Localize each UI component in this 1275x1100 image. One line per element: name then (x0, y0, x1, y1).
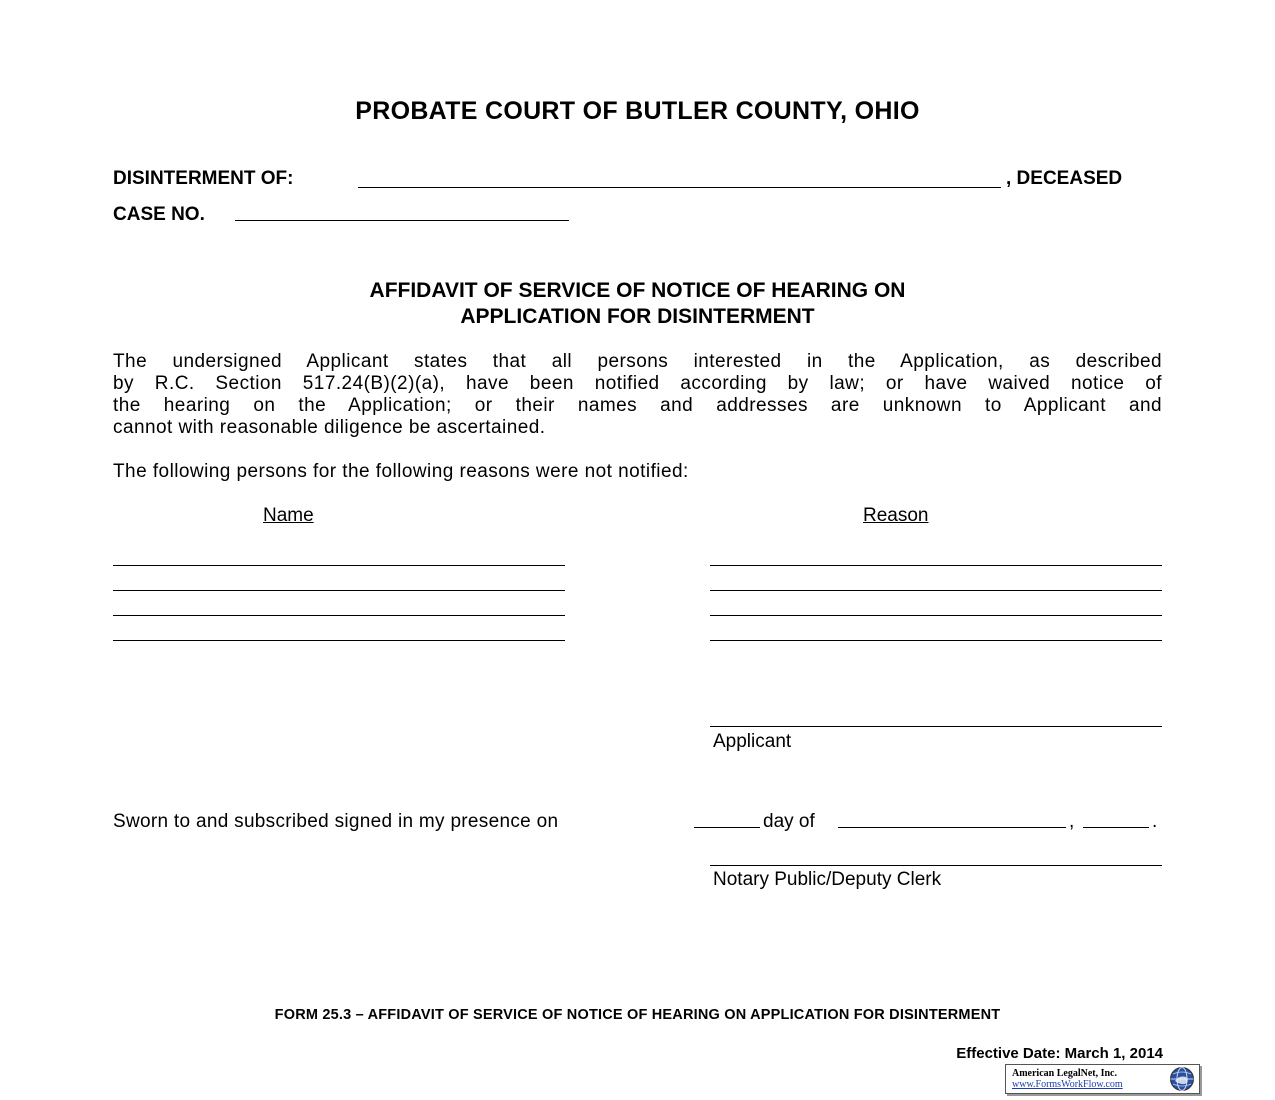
affidavit-paragraph (113, 351, 1162, 439)
not-notified-intro: The following persons for the following reasons were not notified: (113, 461, 689, 482)
reason-column-header: Reason (863, 505, 929, 526)
reason-line[interactable] (710, 565, 1162, 566)
form-footer-label: FORM 25.3 – AFFIDAVIT OF SERVICE OF NOTICE OF HEARING ON APPLICATION FOR DISINTERMENT (274, 1007, 1001, 1023)
reason-line[interactable] (710, 590, 1162, 591)
notary-label: Notary Public/Deputy Clerk (713, 869, 942, 890)
day-field[interactable] (694, 827, 760, 828)
name-line[interactable] (113, 640, 565, 641)
decedent-name-field[interactable] (358, 187, 1001, 188)
logo-url[interactable]: www.FormsWorkFlow.com (1012, 1079, 1123, 1090)
paragraph-line: the hearing on the Application; or their names and addresses are unknown to Applicant and (113, 395, 1162, 416)
name-line[interactable] (113, 615, 565, 616)
disinterment-label: DISINTERMENT OF: (113, 168, 294, 189)
period-mark: . (1152, 811, 1158, 832)
american-legalnet-logo[interactable] (1005, 1064, 1200, 1094)
reason-line[interactable] (710, 640, 1162, 641)
name-column-header: Name (263, 505, 314, 526)
paragraph-line: cannot with reasonable diligence be ascertained. (113, 417, 546, 438)
logo-company-name: American LegalNet, Inc. (1012, 1068, 1117, 1079)
reason-line[interactable] (710, 615, 1162, 616)
name-line[interactable] (113, 590, 565, 591)
sworn-text: Sworn to and subscribed signed in my presence on (113, 811, 559, 832)
case-no-label: CASE NO. (113, 204, 205, 225)
case-no-field[interactable] (235, 220, 569, 221)
deceased-label: , DECEASED (1006, 168, 1123, 189)
name-line[interactable] (113, 565, 565, 566)
globe-icon (1169, 1066, 1195, 1092)
document-title-line1: AFFIDAVIT OF SERVICE OF NOTICE OF HEARING ON (369, 279, 906, 302)
month-field[interactable] (838, 827, 1066, 828)
paragraph-line: by R.C. Section 517.24(B)(2)(a), have been notified according by law; or have waived notice of (113, 373, 1162, 394)
comma-separator: , (1069, 811, 1075, 832)
applicant-signature-line[interactable] (710, 726, 1162, 727)
applicant-label: Applicant (713, 731, 792, 752)
document-title-line2: APPLICATION FOR DISINTERMENT (460, 305, 815, 328)
court-title: PROBATE COURT OF BUTLER COUNTY, OHIO (355, 97, 920, 125)
year-field[interactable] (1083, 827, 1149, 828)
paragraph-line: The undersigned Applicant states that all persons interested in the Application, as described (113, 351, 1162, 372)
notary-signature-line[interactable] (710, 865, 1162, 866)
day-of-label: day of (763, 811, 815, 832)
effective-date: Effective Date: March 1, 2014 (956, 1045, 1163, 1062)
